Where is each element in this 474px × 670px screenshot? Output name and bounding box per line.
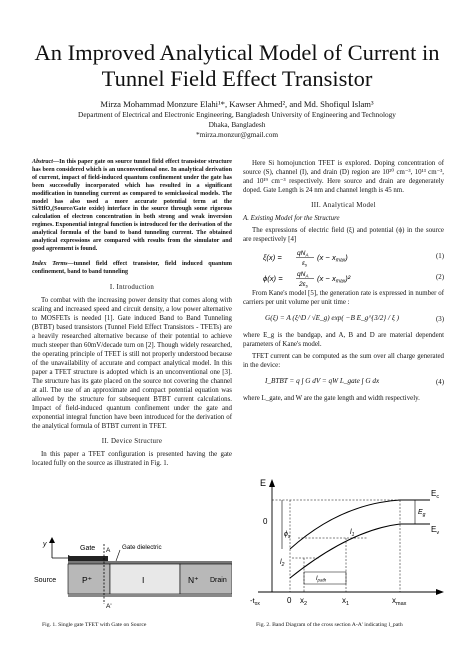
abstract-text: —In this paper gate on source tunnel field effect transistor structure has been considered which is an unconventional one. In analytical derivation of current, impact of field-induced quantum confinement under the gate has been successfully incorporated which has resulted in a significant modification in tunneling current as compared to semiclassical models. The model has also used a more accurate potential term at the Si/HfO₂(Source/Gate oxide) interface in the source through some rigorous calculation of electron concentration in both strong and weak inversion regimes. Exponential integral function is introduced for the derivation of the analytical formula of the band to band tunneling current. The obtained analytical expressions are compared with results from the simulator and good agreement is found. — [32, 159, 232, 252]
figure-2-caption: Fig. 2. Band Diagram of the cross section A-A' indicating l_path — [256, 622, 403, 628]
equation-3 — [243, 310, 444, 331]
cut-label-a-prime: A' — [106, 603, 112, 610]
device-paragraph: In this paper a TFET configuration is presented having the gate located fully on the source as illustrated in Fig. 1. — [32, 450, 232, 467]
tick-neg-tox: $-t_{ox}$ — [250, 596, 260, 607]
eq2-number: (2) — [435, 274, 444, 281]
eq4-number: (4) — [435, 379, 444, 386]
kane-paragraph: From Kane's model [5], the generation rate is expressed in number of carriers per unit volume per unit time : — [243, 290, 444, 306]
drain-label: Drain — [210, 577, 227, 584]
affiliation-dept: Department of Electrical and Electronic Engineering, Bangladesh University of Engineering and Technology — [78, 110, 396, 119]
eq1-numerator: $qN_A$ — [297, 250, 309, 258]
y-axis-label: y — [43, 541, 47, 548]
abstract — [32, 159, 232, 254]
subsection-existing-model: A. Existing Model for the Structure — [243, 215, 340, 222]
eq2-numerator: $qN_A$ — [297, 271, 309, 279]
eq3-body: G(ξ) = A (ξ^D / √E_g) exp( −B E_g^{3/2} / ξ ) — [265, 314, 400, 322]
source-label: Source — [34, 577, 57, 584]
energy-axis-label: E — [260, 478, 267, 488]
gate-electrode — [68, 556, 108, 561]
current-paragraph: TFET current can be computed as the sum over all charge generated in the device: — [243, 353, 444, 369]
channel-region — [110, 564, 180, 594]
paper-title — [0, 40, 474, 92]
position-axis-arrowhead — [436, 589, 444, 595]
title-line-1: An Improved Analytical Model of Current in — [34, 40, 440, 65]
energy-axis-arrowhead — [269, 479, 275, 487]
affiliation-city: Dhaka, Bangladesh — [208, 120, 266, 129]
gate-length-paragraph: where L_gate, and W are the gate length and width respectively. — [243, 395, 420, 402]
tick-xmax: $x_{max}$ — [392, 596, 407, 607]
figure-1-caption: Fig. 1. Single gate TFET with Gate on Source — [42, 622, 147, 628]
tick-x1: $x_1$ — [342, 596, 350, 607]
eq4-body: I_BTBT = q ∫ G dV = qW L_gate ∫ G dx — [265, 377, 380, 385]
section-heading-intro: I. Introduction — [109, 283, 155, 291]
equation-4 — [243, 373, 444, 394]
section-heading-device: II. Device Structure — [101, 437, 163, 445]
equation-1 — [243, 247, 444, 268]
index-terms — [32, 261, 232, 277]
gate-dielectric-label: Gate dielectric — [122, 544, 162, 551]
cut-label-a: A — [106, 547, 111, 554]
figure-1-device — [32, 536, 232, 618]
l1-label: $l_1$ — [350, 529, 355, 538]
left-column — [32, 159, 232, 471]
gate-dielectric-layer — [68, 561, 232, 564]
eq1-denominator: $\varepsilon_s$ — [302, 260, 308, 268]
bandgap-paragraph: where E_g is the bandgap, and A, B and D are material dependent parameters of Kane's model. — [243, 332, 444, 348]
eq1-rhs: (x − xmax) — [317, 253, 348, 264]
title-line-2: Tunnel Field Effect Transistor — [101, 66, 373, 91]
index-terms-text: —tunnel field effect transistor, field induced quantum confinement, band to band tunneling — [32, 260, 232, 275]
substrate-bottom — [68, 594, 232, 597]
gate-dielectric-pointer — [116, 550, 120, 561]
figure-2-band-diagram — [250, 474, 445, 610]
eq3-number: (3) — [435, 316, 444, 323]
right-column — [243, 159, 444, 406]
eq2-lhs: ϕ(x) = — [263, 274, 283, 283]
tick-x2: $x_2$ — [300, 596, 308, 607]
authors: Mirza Mohammad Monzure Elahi¹*, Kawser Ahmed², and Md. Shofiqul Islam³ — [100, 99, 374, 109]
drain-n-plus-label: N⁺ — [188, 575, 199, 585]
source-p-plus-label: P⁺ — [82, 575, 93, 585]
phi-s-label: $\phi_s$ — [284, 531, 291, 540]
affiliation — [0, 110, 474, 140]
eq1-number: (1) — [435, 253, 444, 260]
ev-label: $E_v$ — [431, 525, 440, 536]
intro-paragraph: To combat with the increasing power density that comes along with scaling and increased speed and circuit density, a low power alternative to MOSFETs is needed [1]. Gate induced Band to Band Tunneling (BTBT) based transistors (Tunnel Field Effect Transistors - TFETs) are a heavily researched alternative because of their potential to achieve much steeper than 60mV/decade turn on [2]. Though widely researched, the operating principle of TFET is still not properly understood because of the unavailability of accurate and compact analytical model. In this paper a TFET structure is adopted which is an unconventional one [3]. The structure has its gate placed on the source not covering the channel at all. The use of an approximate and compact potential equation was allowed by the structure for subsequent BTBT current calculations. Impact of field-induced quantum confinement under the gate and exponential integral function have been introduced for the derivation of the analytical formula of BTBT current in TFET. — [32, 296, 232, 430]
eq1-lhs: ξ(x) = — [263, 253, 282, 262]
channel-i-label: I — [142, 575, 145, 585]
eq2-denominator: $2\varepsilon_s$ — [299, 281, 308, 289]
gate-label: Gate — [80, 545, 96, 552]
zero-energy-label: 0 — [263, 517, 268, 526]
y-axis-arrowhead — [49, 537, 55, 543]
tick-zero: 0 — [287, 596, 292, 605]
doping-paragraph: Here Si homojunction TFET is explored. Doping concentration of source (S), channel (I), and drain (D) region are 10²⁰ cm⁻³, 10¹³ cm⁻³, and 10¹⁹ cm⁻³ respectively. Here source and drain are degenerately doped. Gate Length is 24 nm and channel length is 45 nm. — [243, 160, 444, 194]
eg-label: $E_g$ — [418, 509, 426, 518]
index-terms-label: Index Terms — [32, 260, 68, 267]
equation-2 — [243, 268, 444, 289]
email: *mirza.monzur@gmail.com — [195, 130, 279, 139]
lpath-label: $l_{path}$ — [316, 575, 327, 583]
abstract-label: Abstract — [32, 159, 53, 165]
field-potential-paragraph: The expressions of electric field (ξ) and potential (ϕ) in the source are respectively [4] — [243, 227, 444, 243]
l2-label: $l_2$ — [280, 559, 285, 568]
section-heading-model: III. Analytical Model — [311, 202, 376, 209]
ec-label: $E_c$ — [431, 489, 440, 500]
eq2-rhs: (x − xmax)² — [317, 274, 351, 285]
